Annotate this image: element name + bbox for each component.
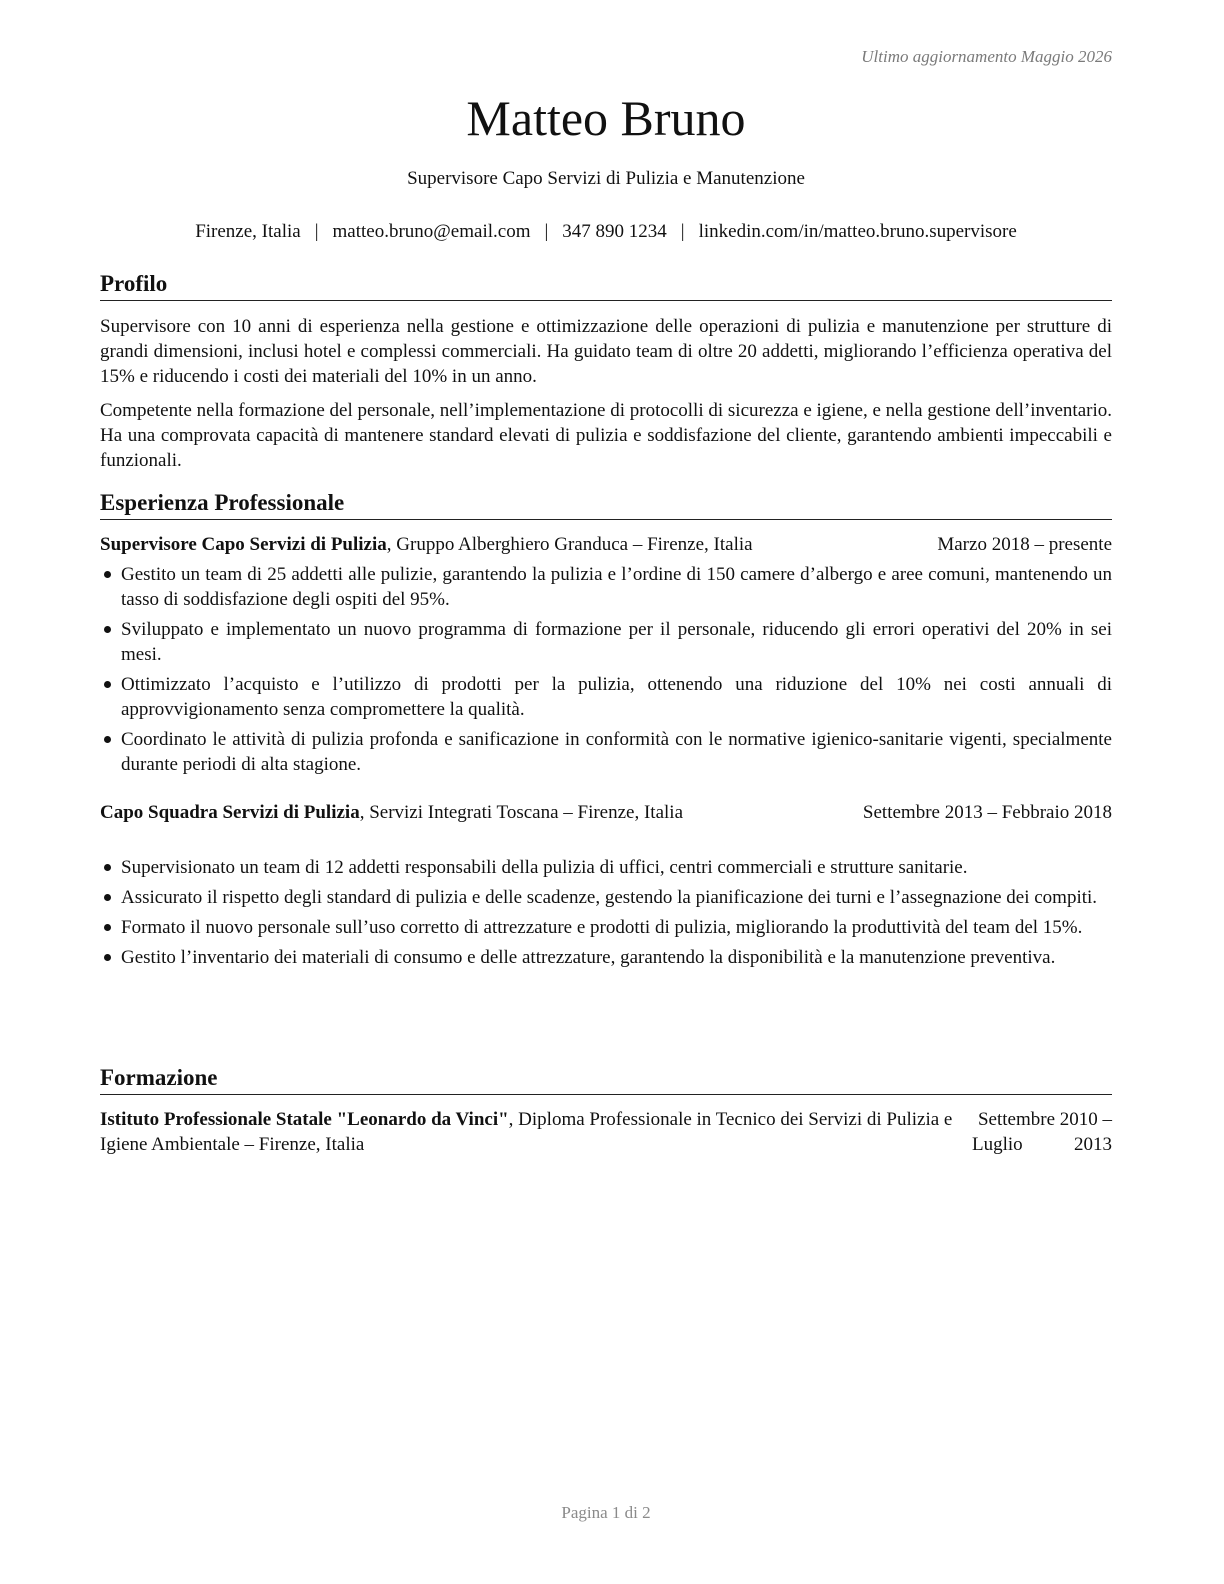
list-item: Formato il nuovo personale sull’uso corretto di attrezzature e prodotti di pulizia, migliorando la produttività del team del 15%. [100, 915, 1112, 940]
contact-line [100, 219, 1112, 244]
education-institution: Istituto Professionale Statale "Leonardo da Vinci" [100, 1109, 509, 1130]
list-item: Assicurato il rispetto degli standard di pulizia e delle scadenze, gestendo la pianificazione dei turni e l’assegnazione dei compiti. [100, 885, 1112, 910]
job-header [100, 800, 1112, 825]
section-title-experience: Esperienza Professionale [100, 489, 1112, 520]
contact-linkedin-link[interactable]: linkedin.com/in/matteo.bruno.supervisore [698, 221, 1017, 242]
job-role: Capo Squadra Servizi di Pulizia [100, 802, 360, 823]
contact-email-link[interactable]: matteo.bruno@email.com [332, 221, 531, 242]
profile-paragraph: Competente nella formazione del personale, nell’implementazione di protocolli di sicurezza e igiene, e nella gestione dell’inventario. Ha una comprovata capacità di mantenere standard elevati di pulizia e soddisfazione del cliente, garantendo ambienti impeccabili e funzionali. [100, 400, 1112, 471]
education-entry [100, 1107, 1112, 1157]
job-header [100, 532, 1112, 557]
last-updated: Ultimo aggiornamento Maggio 2026 [861, 47, 1112, 66]
list-item: Gestito l’inventario dei materiali di consumo e delle attrezzature, garantendo la disponibilità e la manutenzione preventiva. [100, 945, 1112, 970]
job-bullet-list [100, 562, 1112, 782]
profile-paragraph: Supervisore con 10 anni di esperienza nella gestione e ottimizzazione delle operazioni di pulizia e manutenzione per strutture di grandi dimensioni, inclusi hotel e complessi commerciali. Ha guidato team di oltre 20 addetti, migliorando l’efficienza operativa del 15% e riducendo i costi dei materiali del 10% in un anno. [100, 316, 1112, 387]
candidate-name: Matteo Bruno [466, 90, 746, 146]
section-title-profile: Profilo [100, 270, 1112, 301]
job-company: , Gruppo Alberghiero Granduca – Firenze, Italia [386, 534, 753, 555]
list-item: Sviluppato e implementato un nuovo programma di formazione per il personale, riducendo gli errori operativi del 20% in sei mesi. [100, 617, 1112, 667]
contact-location: Firenze, Italia [195, 221, 301, 242]
list-item: Gestito un team di 25 addetti alle pulizie, garantendo la pulizia e l’ordine di 150 camere d’albergo e aree comuni, mantenendo un tasso di soddisfazione degli ospiti del 95%. [100, 562, 1112, 612]
contact-separator: | [314, 221, 319, 242]
job-role-company [100, 532, 753, 557]
contact-separator: | [680, 221, 685, 242]
education-institution-details [100, 1107, 970, 1157]
contact-separator: | [544, 221, 549, 242]
job-dates: Marzo 2018 – presente [937, 534, 1112, 555]
section-title-education: Formazione [100, 1064, 1112, 1095]
education-details: , Diploma Professionale in Tecnico dei Servizi di Pulizia e Igiene Ambientale – Firenze, Italia [100, 1109, 953, 1155]
job-role: Supervisore Capo Servizi di Pulizia [100, 534, 387, 555]
job-bullet-list [100, 855, 1112, 975]
list-item: Supervisionato un team di 12 addetti responsabili della pulizia di uffici, centri commerciali e strutture sanitarie. [100, 855, 1112, 880]
job-dates: Settembre 2013 – Febbraio 2018 [862, 802, 1112, 823]
job-title: Supervisore Capo Servizi di Pulizia e Manutenzione [407, 168, 805, 189]
contact-phone: 347 890 1234 [562, 221, 667, 242]
list-item: Coordinato le attività di pulizia profonda e sanificazione in conformità con le normative igienico-sanitarie vigenti, specialmente durante periodi di alta stagione. [100, 727, 1112, 777]
page-number: Pagina 1 di 2 [561, 1503, 651, 1522]
education-dates: Settembre 2010 – Luglio 2013 [972, 1109, 1112, 1155]
job-role-company [100, 800, 683, 825]
job-company: , Servizi Integrati Toscana – Firenze, Italia [359, 802, 684, 823]
resume-page [100, 0, 1112, 1584]
list-item: Ottimizzato l’acquisto e l’utilizzo di prodotti per la pulizia, ottenendo una riduzione del 10% nei costi annuali di approvvigionamento senza compromettere la qualità. [100, 672, 1112, 722]
